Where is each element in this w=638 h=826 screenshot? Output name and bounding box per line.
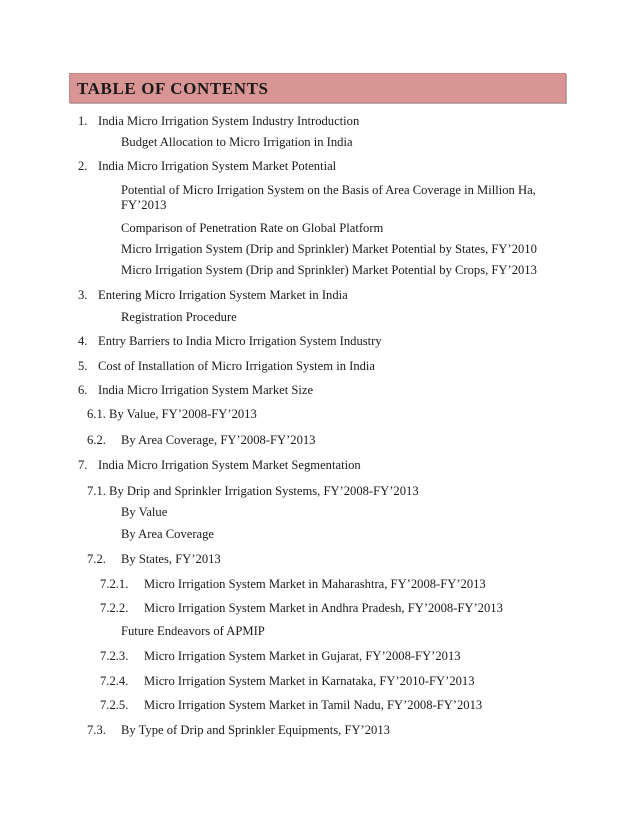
- toc-entry-text: Micro Irrigation System (Drip and Sprinkler) Market Potential by Crops, FY’2013: [121, 263, 537, 277]
- toc-entry-text: India Micro Irrigation System Industry Introduction: [98, 114, 360, 128]
- toc-entry-text: By Area Coverage: [121, 527, 215, 541]
- toc-entry-text: FY’2013: [121, 198, 167, 212]
- toc-entry-text: Cost of Installation of Micro Irrigation System in India: [98, 359, 376, 373]
- toc-entry-text: 7.1. By Drip and Sprinkler Irrigation Systems, FY’2008-FY’2013: [87, 484, 419, 498]
- toc-entry-number: 1.: [78, 114, 88, 128]
- toc-entry-number: 7.: [78, 458, 88, 472]
- toc-entry-text: By States, FY’2013: [121, 552, 221, 566]
- toc-entry-text: By Type of Drip and Sprinkler Equipments, FY’2013: [121, 723, 390, 737]
- toc-entry-number: 4.: [78, 334, 88, 348]
- toc-entry-number: 5.: [78, 359, 88, 373]
- toc-entry-number: 7.2.1.: [100, 577, 129, 591]
- toc-entry-text: 6.1. By Value, FY’2008-FY’2013: [87, 407, 257, 421]
- toc-entry-number: 7.2.5.: [100, 698, 129, 712]
- toc-entry-text: Comparison of Penetration Rate on Global Platform: [121, 221, 384, 235]
- toc-header-bar: [69, 73, 566, 103]
- toc-entry-number: 7.3.: [87, 723, 106, 737]
- toc-entry-text: By Value: [121, 505, 168, 519]
- toc-entry-text: Potential of Micro Irrigation System on the Basis of Area Coverage in Million Ha,: [121, 183, 536, 197]
- toc-entry-text: Entry Barriers to India Micro Irrigation System Industry: [98, 334, 382, 348]
- toc-entry-text: India Micro Irrigation System Market Potential: [98, 159, 337, 173]
- toc-entry-number: 2.: [78, 159, 88, 173]
- toc-entry-text: Micro Irrigation System (Drip and Sprinkler) Market Potential by States, FY’2010: [121, 242, 537, 256]
- toc-entry-number: 3.: [78, 288, 88, 302]
- toc-entry-text: Micro Irrigation System Market in Andhra Pradesh, FY’2008-FY’2013: [144, 601, 503, 615]
- toc-entry-text: Micro Irrigation System Market in Gujarat, FY’2008-FY’2013: [144, 649, 461, 663]
- toc-entry-text: Micro Irrigation System Market in Tamil Nadu, FY’2008-FY’2013: [144, 698, 483, 712]
- toc-entry-text: By Area Coverage, FY’2008-FY’2013: [121, 433, 316, 447]
- toc-entry-text: Micro Irrigation System Market in Maharashtra, FY’2008-FY’2013: [144, 577, 486, 591]
- toc-entry-text: Entering Micro Irrigation System Market in India: [98, 288, 348, 302]
- page-title: TABLE OF CONTENTS: [77, 79, 269, 98]
- toc-entry-text: India Micro Irrigation System Market Size: [98, 383, 314, 397]
- toc-entry-text: Budget Allocation to Micro Irrigation in India: [121, 135, 353, 149]
- toc-entry-number: 7.2.4.: [100, 674, 129, 688]
- toc-entry-number: 7.2.: [87, 552, 106, 566]
- toc-entry-number: 6.2.: [87, 433, 106, 447]
- toc-entry-text: Future Endeavors of APMIP: [121, 624, 265, 638]
- toc-entry-number: 6.: [78, 383, 88, 397]
- toc-entry-number: 7.2.3.: [100, 649, 129, 663]
- toc-entry-text: Registration Procedure: [121, 310, 237, 324]
- toc-entry-text: Micro Irrigation System Market in Karnataka, FY’2010-FY’2013: [144, 674, 475, 688]
- toc-entry-text: India Micro Irrigation System Market Segmentation: [98, 458, 361, 472]
- toc-entry-number: 7.2.2.: [100, 601, 129, 615]
